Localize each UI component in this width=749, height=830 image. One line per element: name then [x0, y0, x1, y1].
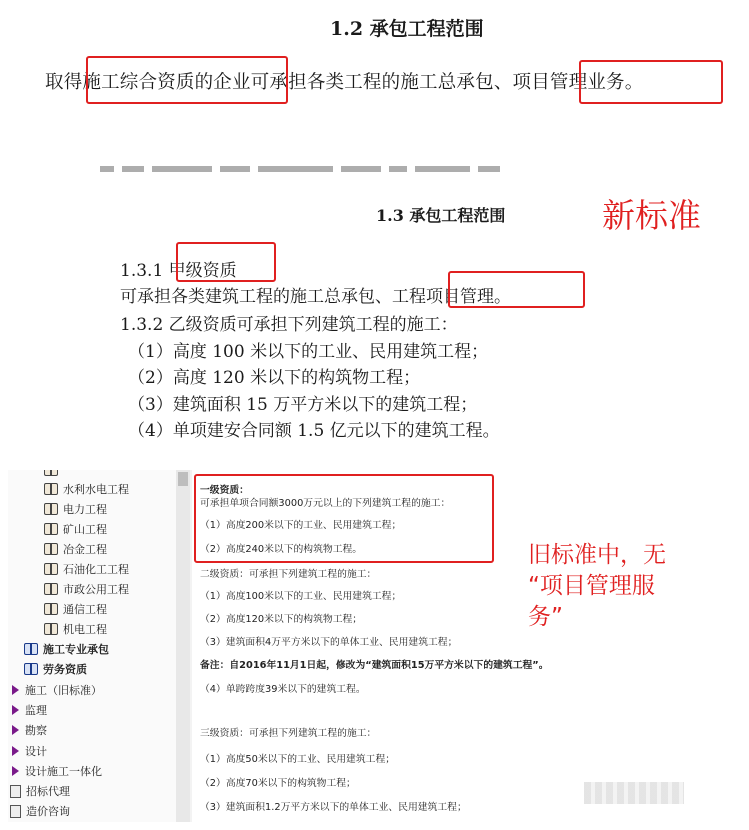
grade-2-intro: 二级资质：可承担下列建筑工程的施工：: [200, 569, 377, 580]
book-icon: [44, 503, 58, 515]
red-box-project-mgmt: [579, 60, 723, 104]
red-box-grade-a: [176, 242, 276, 282]
grade-1-heading: 一级资质：: [200, 485, 249, 496]
expand-arrow-icon: [12, 725, 19, 735]
sidebar-item-petrochemical[interactable]: [44, 561, 129, 577]
sidebar-item-label: 设计: [25, 745, 47, 758]
document-icon: [10, 785, 21, 798]
item-4: （4）单项建安合同额 1.5 亿元以下的建筑工程。: [128, 421, 500, 441]
book-icon: [44, 483, 58, 495]
sidebar-scrollbar[interactable]: [176, 470, 190, 822]
red-box-qualification: [86, 56, 288, 104]
sidebar-item-cost-consulting[interactable]: [10, 803, 70, 819]
red-box-grade-1: [194, 474, 494, 563]
section-title-1-2: 1.2 承包工程范围: [330, 18, 484, 40]
sidebar-item-metallurgy[interactable]: [44, 541, 107, 557]
grade-3-item-2: （2）高度70米以下的构筑物工程；: [200, 778, 356, 789]
revision-note: 备注：自2016年11月1日起，修改为“建筑面积15万平方米以下的建筑工程”。: [200, 660, 549, 671]
sidebar-item-label: 勘察: [25, 724, 47, 737]
expand-arrow-icon: [12, 766, 19, 776]
grade-a-label: 甲级资质: [168, 261, 237, 281]
sidebar-item-bidding-agent[interactable]: [10, 783, 70, 799]
sidebar-item-label: 造价咨询: [26, 805, 70, 818]
grade-1-item-1: （1）高度200米以下的工业、民用建筑工程；: [200, 520, 402, 531]
sidebar-item-water[interactable]: [44, 481, 129, 497]
clause-number: 1.3.1: [120, 261, 169, 281]
paragraph-post: 。: [624, 72, 644, 93]
new-standard-label: 新标准: [602, 196, 701, 235]
item-2: （2）高度 120 米以下的构筑物工程；: [128, 368, 421, 388]
sidebar-item-label: 石油化工工程: [63, 563, 129, 576]
document-icon: [10, 805, 21, 818]
book-icon: [24, 643, 38, 655]
book-icon: [44, 470, 58, 476]
sidebar-item-label: 电力工程: [63, 503, 107, 516]
book-icon: [44, 623, 58, 635]
sidebar-item-telecom[interactable]: [44, 601, 107, 617]
scrollbar-thumb[interactable]: [178, 472, 188, 486]
item-1: （1）高度 100 米以下的工业、民用建筑工程；: [128, 342, 489, 362]
sidebar-item-power[interactable]: [44, 501, 107, 517]
sidebar-item-label: 招标代理: [26, 785, 70, 798]
sidebar-item-mining[interactable]: [44, 521, 107, 537]
scope-text: 可承担各类建筑工程的施工总承包、: [120, 287, 392, 307]
book-icon: [44, 563, 58, 575]
grade-3-intro: 三级资质：可承担下列建筑工程的施工：: [200, 728, 377, 739]
highlight-project-mgmt: 项目管理业务: [512, 72, 625, 93]
paragraph-mid: 可承担各类工程的施工总承包、: [250, 72, 513, 93]
old-standard-note: 旧标准中，无 “项目管理服 务”: [528, 542, 666, 630]
sidebar-item-survey[interactable]: [12, 722, 47, 738]
engineering-project-mgmt: 工程项目管理: [392, 287, 494, 307]
section-title-1-3: 1.3 承包工程范围: [376, 206, 506, 225]
sidebar-item-labor[interactable]: [24, 661, 87, 677]
book-icon: [44, 543, 58, 555]
sidebar-item-label: 市政公用工程: [63, 583, 129, 596]
sidebar-item-label: 矿山工程: [63, 523, 107, 536]
expand-arrow-icon: [12, 746, 19, 756]
red-box-engineering-mgmt: [448, 271, 585, 308]
sidebar-item-label: 监理: [25, 704, 47, 717]
grade-3-item-3: （3）建筑面积1.2万平方米以下的单体工业、民用建筑工程；: [200, 802, 467, 813]
grade-2-item-2: （2）高度120米以下的构筑物工程；: [200, 614, 363, 625]
sidebar-item-construction-old[interactable]: [12, 682, 102, 698]
expand-arrow-icon: [12, 705, 19, 715]
sidebar-item-design[interactable]: [12, 743, 47, 759]
grade-2-item-1: （1）高度100米以下的工业、民用建筑工程；: [200, 591, 402, 602]
item-3: （3）建筑面积 15 万平方米以下的建筑工程；: [128, 395, 478, 415]
sidebar-item-supervision[interactable]: [12, 702, 47, 718]
paragraph-pre: 取得: [45, 72, 83, 93]
sidebar-item-design-build[interactable]: [12, 763, 102, 779]
clause-1-3-2: 1.3.2 乙级资质可承担下列建筑工程的施工：: [120, 315, 458, 335]
book-icon: [44, 523, 58, 535]
sidebar-item-label: 机电工程: [63, 623, 107, 636]
sidebar-item-label: 冶金工程: [63, 543, 107, 556]
expand-arrow-icon: [12, 685, 19, 695]
sidebar-item-label: 劳务资质: [43, 663, 87, 676]
book-icon: [44, 583, 58, 595]
cropped-text-artifact: [100, 158, 620, 174]
grade-2-item-3: （3）建筑面积4万平方米以下的单体工业、民用建筑工程；: [200, 637, 458, 648]
period: 。: [494, 287, 511, 307]
sidebar-item-mechanical[interactable]: [44, 621, 107, 637]
sidebar-item-label: 设计施工一体化: [25, 765, 102, 778]
book-icon: [44, 603, 58, 615]
grade-3-item-1: （1）高度50米以下的工业、民用建筑工程；: [200, 754, 396, 765]
grade-1-intro: 可承担单项合同额3000万元以上的下列建筑工程的施工：: [200, 498, 451, 509]
sidebar-item-municipal[interactable]: [44, 581, 129, 597]
sidebar-item-partial[interactable]: [44, 470, 63, 478]
blurred-watermark: [584, 782, 684, 804]
sidebar-item-label: 通信工程: [63, 603, 107, 616]
category-sidebar: [8, 470, 176, 822]
grade-2-item-4: （4）单跨跨度39米以下的建筑工程。: [200, 684, 366, 695]
sidebar-item-label: 水利水电工程: [63, 483, 129, 496]
sidebar-item-label: 施工（旧标准）: [25, 684, 102, 697]
sidebar-item-specialty[interactable]: [24, 641, 109, 657]
highlight-qualification: 施工综合资质的企业: [82, 72, 251, 93]
grade-1-item-2: （2）高度240米以下的构筑物工程。: [200, 544, 363, 555]
book-icon: [24, 663, 38, 675]
sidebar-item-label: 施工专业承包: [43, 643, 109, 656]
